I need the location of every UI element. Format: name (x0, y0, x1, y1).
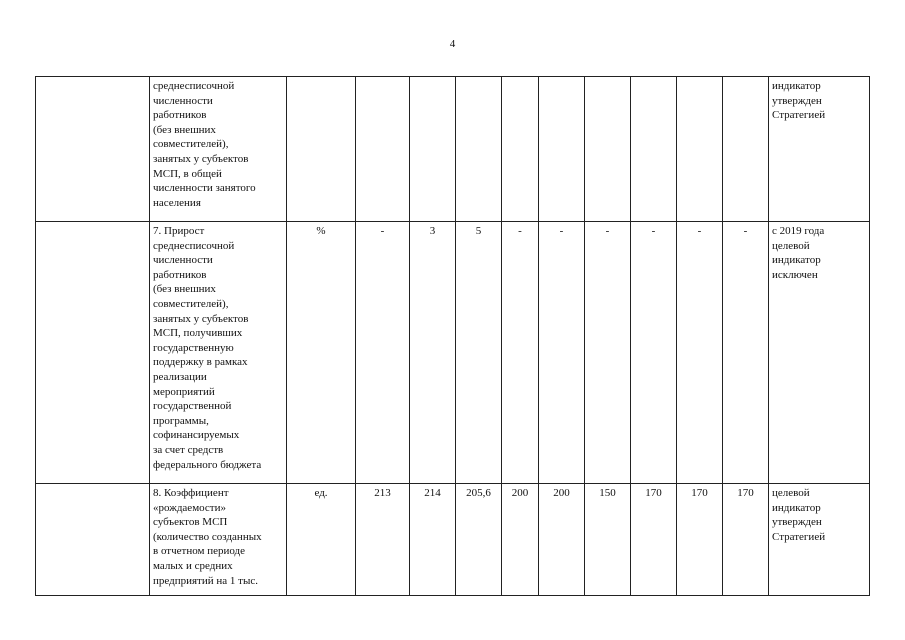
table-row (36, 222, 870, 484)
value-cell: 213 (356, 484, 410, 596)
empty-cell (36, 77, 150, 222)
value-cell: 200 (502, 484, 539, 596)
value-cell (539, 77, 585, 222)
table-row (36, 77, 870, 222)
note-cell: с 2019 года целевой индикатор исключен (769, 222, 870, 484)
value-cell (502, 77, 539, 222)
value-cell (585, 77, 631, 222)
value-cell: - (723, 222, 769, 484)
value-cell: 170 (723, 484, 769, 596)
value-cell: 205,6 (456, 484, 502, 596)
page-number: 4 (449, 38, 456, 50)
value-cell: 170 (631, 484, 677, 596)
indicator-description: 7. Прирост среднесписочной численности работников (без внешних совместителей), занятых у субъектов МСП, получивших государственную поддержку в рамках реализации мероприятий государственной программы, софинансируемых за счет средств федерального бюджета (150, 222, 287, 484)
value-cell: 200 (539, 484, 585, 596)
unit-cell: % (287, 222, 356, 484)
table-row (36, 484, 870, 596)
value-cell: 3 (410, 222, 456, 484)
value-cell: - (585, 222, 631, 484)
value-cell: 170 (677, 484, 723, 596)
unit-cell (287, 77, 356, 222)
value-cell: 150 (585, 484, 631, 596)
value-cell (410, 77, 456, 222)
value-cell (356, 77, 410, 222)
value-cell: 214 (410, 484, 456, 596)
value-cell: - (356, 222, 410, 484)
value-cell (723, 77, 769, 222)
value-cell (631, 77, 677, 222)
indicators-table (35, 76, 870, 596)
note-cell: целевой индикатор утвержден Стратегией (769, 484, 870, 596)
indicator-description: 8. Коэффициент «рождаемости» субъектов МСП (количество созданных в отчетном периоде малых и средних предприятий на 1 тыс. (150, 484, 287, 596)
note-cell: индикатор утвержден Стратегией (769, 77, 870, 222)
value-cell (677, 77, 723, 222)
unit-cell: ед. (287, 484, 356, 596)
value-cell: - (631, 222, 677, 484)
value-cell: - (677, 222, 723, 484)
value-cell: - (539, 222, 585, 484)
value-cell (456, 77, 502, 222)
empty-cell (36, 222, 150, 484)
empty-cell (36, 484, 150, 596)
value-cell: 5 (456, 222, 502, 484)
indicator-description: среднесписочной численности работников (без внешних совместителей), занятых у субъектов МСП, в общей численности занятого населения (150, 77, 287, 222)
value-cell: - (502, 222, 539, 484)
